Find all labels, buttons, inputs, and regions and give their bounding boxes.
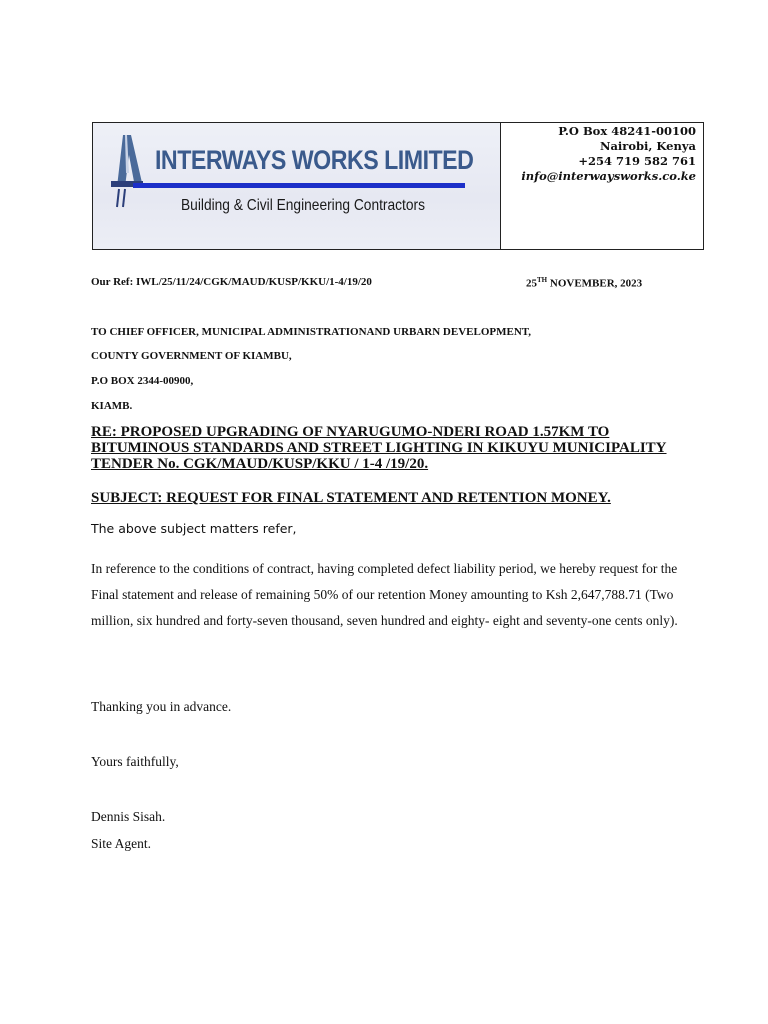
contact-block: [501, 123, 703, 249]
company-name: INTERWAYS WORKS LIMITED: [155, 145, 474, 175]
valediction: Yours faithfully,: [91, 754, 179, 769]
signatory-title: Site Agent.: [91, 836, 151, 851]
po-box: P.O Box 48241-00100: [558, 124, 696, 138]
re-heading: [91, 424, 691, 472]
signatory-name: Dennis Sisah.: [91, 809, 166, 824]
company-tagline: Building & Civil Engineering Contractors: [181, 197, 425, 214]
recipient-line-4: KIAMB.: [91, 400, 133, 412]
thanks-line: Thanking you in advance.: [91, 699, 232, 714]
subject-heading: SUBJECT: REQUEST FOR FINAL STATEMENT AND RETENTION MONEY.: [91, 490, 611, 506]
logo-rule: [133, 183, 465, 188]
our-ref: Our Ref: IWL/25/11/24/CGK/MAUD/KUSP/KKU/1-4/19/20: [91, 276, 372, 288]
recipient-line-1: TO CHIEF OFFICER, MUNICIPAL ADMINISTRATIONAND URBARN DEVELOPMENT,: [91, 326, 532, 338]
re-line-1: RE: PROPOSED UPGRADING OF NYARUGUMO-NDERI ROAD 1.57KM TO: [91, 424, 610, 440]
letter-date: 25TH NOVEMBER, 2023: [526, 276, 643, 290]
body-paragraph: In reference to the conditions of contract, having completed defect liability period, we hereby request for the Final statement and release of remaining 50% of our retention Money amounting to Ksh 2,647,788.71 (Two million, six hundred and forty-seven thousand, seven hundred and eighty- eight and seventy-one cents only).: [91, 561, 678, 628]
recipient-line-3: P.O BOX 2344-00900,: [91, 375, 194, 387]
city: Nairobi, Kenya: [599, 139, 696, 153]
re-line-3: TENDER No. CGK/MAUD/KUSP/KKU / 1-4 /19/20.: [91, 456, 429, 472]
logo-mark-icon: [107, 133, 147, 213]
recipient-line-2: COUNTY GOVERNMENT OF KIAMBU,: [91, 350, 292, 362]
re-line-2: BITUMINOUS STANDARDS AND STREET LIGHTING IN KIKUYU MUNICIPALITY: [91, 440, 667, 456]
phone: +254 719 582 761: [578, 154, 696, 168]
greeting: The above subject matters refer,: [91, 521, 297, 536]
reference-line: [91, 276, 651, 288]
company-logo: [93, 123, 501, 249]
email-link[interactable]: info@interwaysworks.co.ke: [521, 169, 696, 183]
letterhead: [92, 122, 704, 250]
